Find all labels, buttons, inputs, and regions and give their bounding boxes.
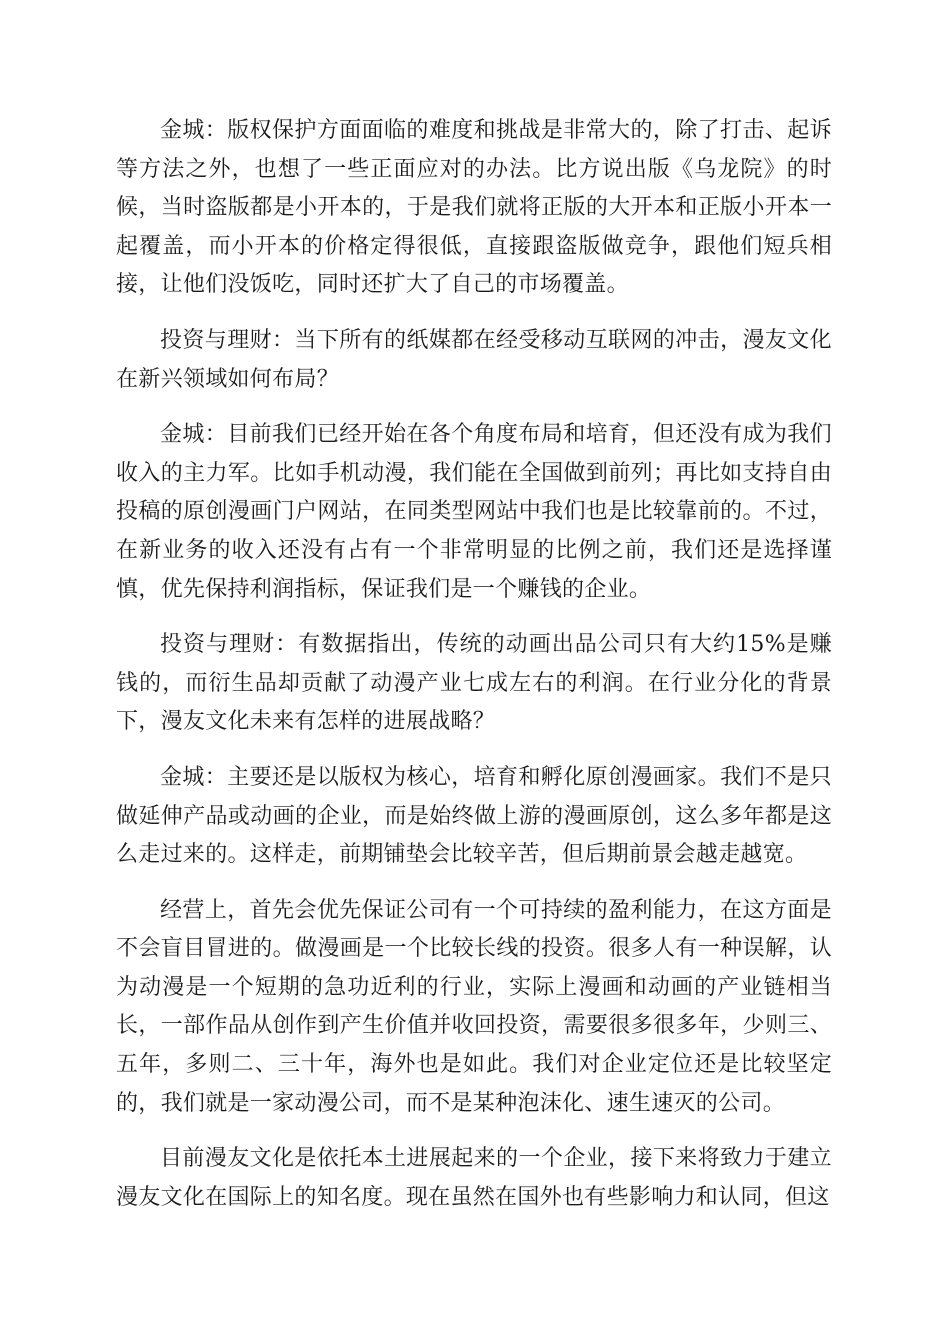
paragraph: 金城：版权保护方面面临的难度和挑战是非常大的，除了打击、起诉等方法之外，也想了一些正面应对的办法。比方说出版《乌龙院》的时候，当时盗版都是小开本的，于是我们就将正版的大开本和正版小开本一起覆盖，而小开本的价格定得很低，直接跟盗版做竞争，跟他们短兵相接，让他们没饭吃，同时还扩大了自己的市场覆盖。 [116,118,832,298]
paragraph: 投资与理财：有数据指出，传统的动画出品公司只有大约15%是赚钱的，而衍生品却贡献了动漫产业七成左右的利润。在行业分化的背景下，漫友文化未来有怎样的进展战略？ [116,632,832,735]
paragraph: 投资与理财：当下所有的纸媒都在经受移动互联网的冲击，漫友文化在新兴领域如何布局？ [116,327,832,392]
paragraph: 金城：主要还是以版权为核心，培育和孵化原创漫画家。我们不是只做延伸产品或动画的企业，而是始终做上游的漫画原创，这么多年都是这么走过来的。这样走，前期铺垫会比较辛苦，但后期前景会越走越宽。 [116,764,832,868]
paragraph: 经营上，首先会优先保证公司有一个可持续的盈利能力，在这方面是不会盲目冒进的。做漫画是一个比较长线的投资。很多人有一种误解，认为动漫是一个短期的急功近利的行业，实际上漫画和动画的产业链相当长，一部作品从创作到产生价值并收回投资，需要很多很多年，少则三、五年，多则二、三十年，海外也是如此。我们对企业定位还是比较坚定的，我们就是一家动漫公司，而不是某种泡沫化、速生速灭的公司。 [116,897,832,1116]
paragraph: 目前漫友文化是依托本土进展起来的一个企业，接下来将致力于建立漫友文化在国际上的知名度。现在虽然在国外也有些影响力和认同，但这 [116,1146,832,1210]
article-body [116,112,832,1234]
paragraph: 金城：目前我们已经开始在各个角度布局和培育，但还没有成为我们收入的主力军。比如手机动漫，我们能在全国做到前列；再比如支持自由投稿的原创漫画门户网站，在同类型网站中我们也是比较靠前的。不过，在新业务的收入还没有占有一个非常明显的比例之前，我们还是选择谨慎，优先保持利润指标，保证我们是一个赚钱的企业。 [116,422,832,602]
